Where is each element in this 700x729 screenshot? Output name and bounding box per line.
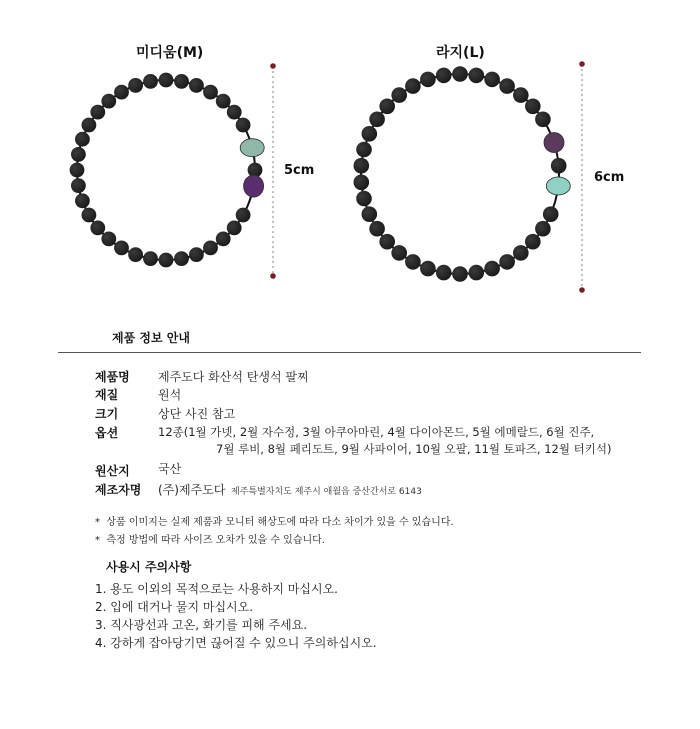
- medium-bead: [216, 232, 231, 247]
- large-bead: [354, 175, 370, 191]
- medium-bead: [90, 221, 105, 236]
- large-dotted-line: [581, 104, 583, 106]
- medium-bead: [143, 74, 158, 89]
- medium-bead: [75, 132, 90, 147]
- large-bead: [356, 191, 372, 207]
- medium-bead: [128, 247, 143, 262]
- large-dotted-line: [581, 154, 583, 156]
- large-bead: [369, 221, 385, 237]
- large-dotted-line: [581, 84, 583, 86]
- large-bead: [535, 221, 551, 237]
- medium-dotted-line: [272, 141, 274, 143]
- medium-bead: [159, 253, 174, 268]
- medium-dotted-line: [272, 151, 274, 153]
- section-divider: [58, 352, 641, 353]
- large-dotted-line: [581, 179, 583, 181]
- large-bead: [354, 158, 370, 174]
- medium-dotted-line: [272, 226, 274, 228]
- row-value-options-line2: 7월 루비, 8월 페리도트, 9월 사파이어, 10월 오팔, 11월 토파즈, 12월 터키석): [216, 442, 612, 456]
- large-birthstone: [546, 177, 570, 195]
- medium-dotted-line: [272, 191, 274, 193]
- medium-dotted-line: [272, 171, 274, 173]
- note-item: * 상품 이미지는 실제 제품과 모니터 해상도에 따라 다소 차이가 있을 수 있습니다.: [95, 517, 454, 528]
- row-value-size: 상단 사진 참고: [158, 407, 236, 421]
- medium-bead: [236, 208, 251, 223]
- large-bead: [469, 68, 485, 84]
- medium-birthstone: [240, 139, 264, 157]
- row-label-product-name: 제품명: [95, 370, 130, 384]
- row-value-origin: 국산: [158, 462, 182, 476]
- large-dotted-line: [581, 274, 583, 276]
- medium-bead: [203, 85, 218, 100]
- medium-bead: [70, 163, 85, 178]
- row-value-material: 원석: [158, 388, 182, 402]
- medium-dotted-line: [272, 106, 274, 108]
- large-bead: [525, 234, 541, 250]
- medium-dotted-line: [272, 91, 274, 93]
- large-dotted-line: [581, 279, 583, 281]
- large-dotted-line: [581, 224, 583, 226]
- medium-dotted-line: [272, 146, 274, 148]
- medium-bead: [101, 232, 116, 247]
- large-dotted-line: [581, 139, 583, 141]
- medium-dotted-line: [272, 246, 274, 248]
- medium-dotted-line: [272, 211, 274, 213]
- medium-bead: [216, 94, 231, 109]
- large-dotted-line: [581, 99, 583, 101]
- large-dotted-line: [581, 189, 583, 191]
- medium-dotted-line: [272, 156, 274, 158]
- medium-dotted-line: [272, 136, 274, 138]
- large-bead: [513, 87, 529, 103]
- large-bead: [420, 72, 436, 88]
- medium-dimension-label: 5cm: [284, 163, 315, 178]
- medium-bead: [174, 74, 189, 89]
- large-bead: [499, 254, 515, 270]
- medium-dotted-line: [272, 161, 274, 163]
- medium-bead: [114, 85, 129, 100]
- medium-birthstone: [244, 175, 264, 197]
- medium-dotted-line: [272, 261, 274, 263]
- medium-bead: [227, 221, 242, 236]
- medium-dotted-line: [272, 86, 274, 88]
- medium-bead: [75, 193, 90, 208]
- bracelet-illustrations: [0, 0, 700, 320]
- large-dotted-line: [581, 174, 583, 176]
- medium-dotted-line: [272, 76, 274, 78]
- medium-dotted-line: [272, 236, 274, 238]
- medium-bead: [143, 251, 158, 266]
- large-dotted-line: [581, 234, 583, 236]
- medium-dotted-line: [272, 116, 274, 118]
- large-dotted-line: [581, 79, 583, 81]
- medium-dotted-line: [272, 166, 274, 168]
- large-dotted-line: [581, 229, 583, 231]
- medium-dotted-line: [272, 131, 274, 133]
- large-dotted-line: [581, 199, 583, 201]
- large-dotted-line: [581, 69, 583, 71]
- medium-string: [77, 80, 255, 260]
- large-dotted-line: [581, 204, 583, 206]
- medium-dotted-line: [272, 196, 274, 198]
- large-dotted-line: [581, 124, 583, 126]
- large-bead: [452, 266, 468, 282]
- medium-bead: [227, 105, 242, 120]
- large-dotted-line: [581, 89, 583, 91]
- row-label-options: 옵션: [95, 426, 119, 440]
- medium-bead: [114, 241, 129, 256]
- large-bead: [551, 158, 567, 174]
- medium-bead: [101, 94, 116, 109]
- row-label-origin: 원산지: [95, 464, 130, 478]
- medium-bead: [189, 247, 204, 262]
- row-label-manufacturer: 제조자명: [95, 483, 142, 497]
- medium-bead: [174, 251, 189, 266]
- large-dotted-line: [581, 209, 583, 211]
- large-dotted-line: [581, 164, 583, 166]
- large-bead: [436, 265, 452, 281]
- large-dotted-line: [581, 114, 583, 116]
- large-bead: [405, 78, 421, 94]
- large-dotted-line: [581, 269, 583, 271]
- large-dotted-line: [581, 144, 583, 146]
- large-dotted-line: [581, 74, 583, 76]
- medium-dimension-endpoint: [270, 63, 276, 69]
- large-dotted-line: [581, 249, 583, 251]
- medium-dotted-line: [272, 186, 274, 188]
- medium-bead: [71, 178, 86, 193]
- medium-bead: [236, 118, 251, 133]
- medium-size-title: 미디움(M): [136, 45, 204, 61]
- large-bead: [369, 112, 385, 128]
- medium-bead: [90, 105, 105, 120]
- bullet-icon: *: [95, 517, 107, 528]
- medium-dimension-endpoint: [270, 273, 276, 279]
- row-value-product-name: 제주도다 화산석 탄생석 팔찌: [158, 370, 309, 384]
- large-size-title: 라지(L): [436, 45, 485, 61]
- row-value-options: 12종(1월 가넷, 2월 자수정, 3월 아쿠아마린, 4월 다이아몬드, 5월 에메랄드, 6월 진주,: [158, 425, 595, 439]
- medium-dotted-line: [272, 201, 274, 203]
- caution-item: 4. 강하게 잡아당기면 끊어질 수 있으니 주의하십시오.: [95, 636, 377, 650]
- large-dimension-label: 6cm: [594, 170, 625, 185]
- medium-bead: [159, 73, 174, 88]
- medium-dotted-line: [272, 221, 274, 223]
- large-dotted-line: [581, 219, 583, 221]
- medium-bead: [71, 147, 86, 162]
- caution-title: 사용시 주의사항: [106, 560, 192, 574]
- caution-item: 2. 입에 대거나 물지 마십시오.: [95, 600, 254, 614]
- bullet-icon: *: [95, 535, 107, 546]
- large-dotted-line: [581, 149, 583, 151]
- large-bead: [362, 126, 378, 142]
- large-bead: [543, 206, 559, 222]
- medium-bead: [189, 78, 204, 93]
- large-bead: [513, 245, 529, 261]
- medium-dotted-line: [272, 121, 274, 123]
- large-bead: [499, 78, 515, 94]
- large-dotted-line: [581, 194, 583, 196]
- medium-bead: [82, 208, 97, 223]
- medium-dotted-line: [272, 71, 274, 73]
- large-bead: [362, 206, 378, 222]
- row-value-manufacturer-address: 제주특별자치도 제주시 애월읍 중산간서로 6143: [231, 487, 422, 497]
- large-dimension-endpoint: [579, 287, 585, 293]
- medium-dotted-line: [272, 126, 274, 128]
- medium-dotted-line: [272, 181, 274, 183]
- large-dotted-line: [581, 169, 583, 171]
- caution-item: 3. 직사광선과 고온, 화기를 피해 주세요.: [95, 618, 308, 632]
- large-dotted-line: [581, 159, 583, 161]
- large-dotted-line: [581, 264, 583, 266]
- large-dotted-line: [581, 244, 583, 246]
- medium-dotted-line: [272, 101, 274, 103]
- medium-dotted-line: [272, 256, 274, 258]
- row-label-material: 재질: [95, 388, 119, 402]
- large-dotted-line: [581, 134, 583, 136]
- large-bead: [436, 68, 452, 84]
- large-dotted-line: [581, 184, 583, 186]
- large-dotted-line: [581, 259, 583, 261]
- product-info-title: 제품 정보 안내: [112, 331, 190, 345]
- note-item: * 측정 방법에 따라 사이즈 오차가 있을 수 있습니다.: [95, 535, 325, 546]
- medium-dotted-line: [272, 251, 274, 253]
- medium-bead: [128, 78, 143, 93]
- large-birthstone: [544, 133, 564, 153]
- large-dimension-endpoint: [579, 61, 585, 67]
- medium-dotted-line: [272, 271, 274, 273]
- large-bead: [452, 66, 468, 82]
- medium-dotted-line: [272, 206, 274, 208]
- large-bead: [356, 142, 372, 158]
- medium-bead: [203, 241, 218, 256]
- medium-dotted-line: [272, 111, 274, 113]
- large-bead: [420, 261, 436, 277]
- large-bead: [379, 99, 395, 115]
- large-dotted-line: [581, 214, 583, 216]
- large-dotted-line: [581, 284, 583, 286]
- row-label-size: 크기: [95, 407, 119, 421]
- large-bead: [525, 99, 541, 115]
- large-dotted-line: [581, 254, 583, 256]
- large-bead: [484, 72, 500, 88]
- large-dotted-line: [581, 109, 583, 111]
- medium-dotted-line: [272, 241, 274, 243]
- large-dotted-line: [581, 119, 583, 121]
- large-dotted-line: [581, 239, 583, 241]
- medium-dotted-line: [272, 176, 274, 178]
- medium-bead: [82, 118, 97, 133]
- large-bead: [484, 261, 500, 277]
- large-bead: [391, 245, 407, 261]
- large-bead: [391, 87, 407, 103]
- large-bead: [379, 234, 395, 250]
- row-value-manufacturer: (주)제주도다: [158, 483, 226, 497]
- large-bead: [405, 254, 421, 270]
- medium-dotted-line: [272, 231, 274, 233]
- large-dotted-line: [581, 129, 583, 131]
- medium-dotted-line: [272, 266, 274, 268]
- medium-dotted-line: [272, 96, 274, 98]
- large-bead: [535, 112, 551, 128]
- large-dotted-line: [581, 94, 583, 96]
- caution-item: 1. 용도 이외의 목적으로는 사용하지 마십시오.: [95, 582, 338, 596]
- medium-dotted-line: [272, 216, 274, 218]
- medium-dotted-line: [272, 81, 274, 83]
- large-bead: [469, 265, 485, 281]
